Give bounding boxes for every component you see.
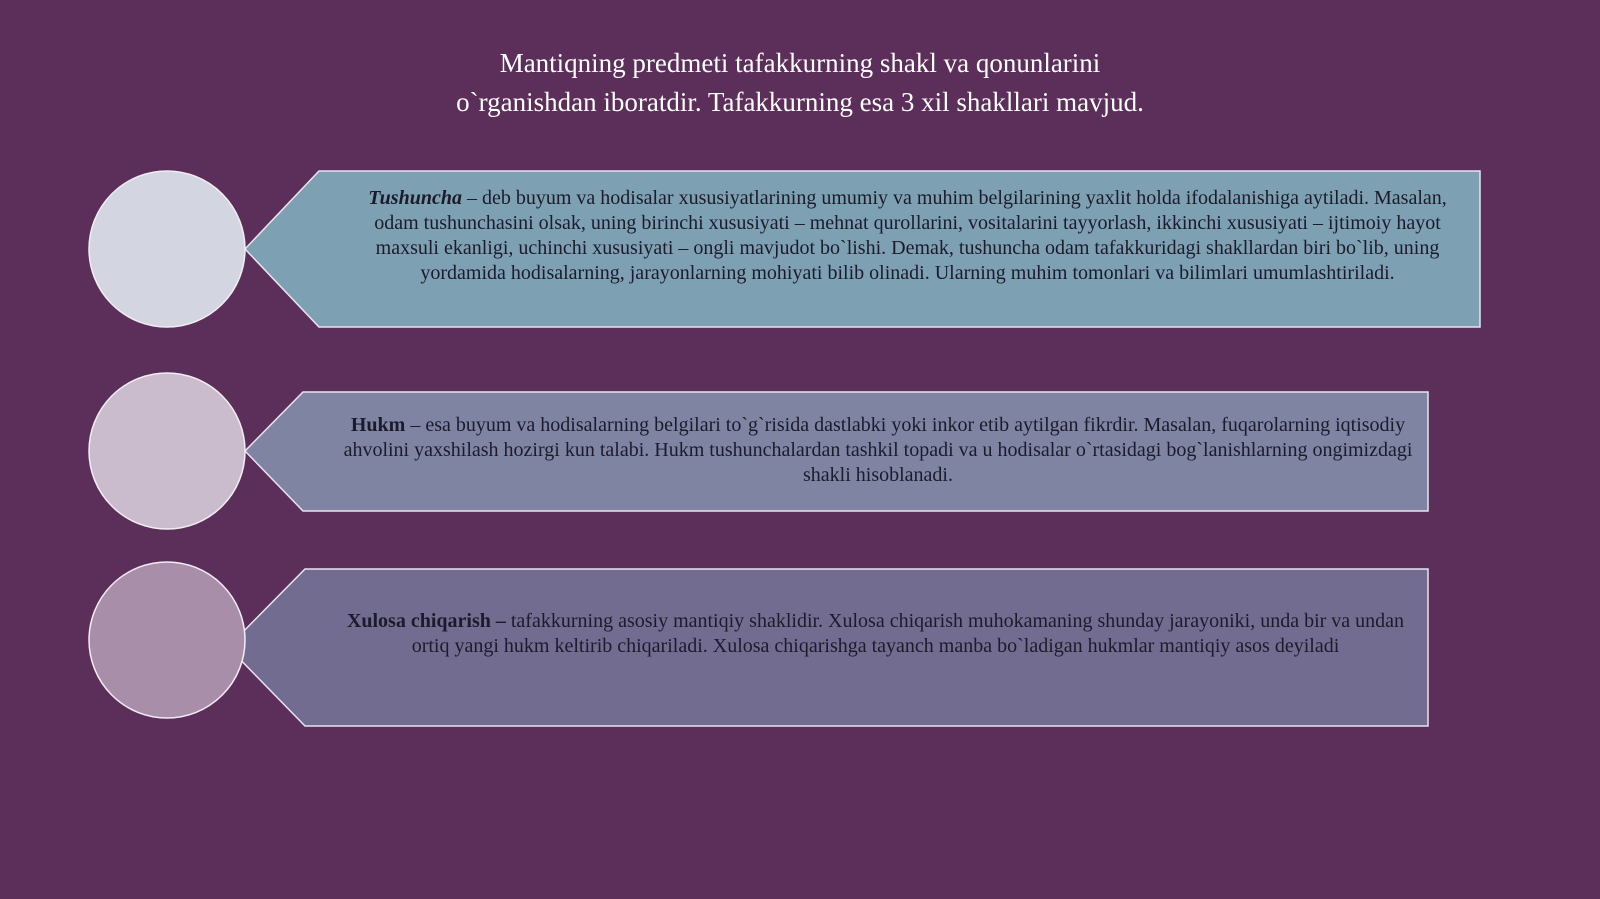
slide-title: Mantiqning predmeti tafakkurning shakl va qonunlarini o`rganishdan iboratdir. Tafakkurning esa 3 xil shakllari mavjud.	[456, 48, 1144, 117]
item-circle-3	[89, 562, 245, 718]
item-text-3	[338, 609, 1413, 659]
item-description-1: – deb buyum va hodisalar xususiyatlarining umumiy va muhim belgilarining yaxlit holda ifodalanishiga aytiladi. Masalan, odam tushunchasini olsak, uning birinchi xususiyati – mehnat qurollarini, vositalarini tayyorlash, ikkinchi xususiyati – ijtimoiy hayot maxsuli ekanligi, uchinchi xususiyati – ongli mavjudot bo`lishi. Demak, tushuncha odam tafakkuridagi shakllardan biri bo`lib, uning yordamida hodisalarning, jarayonlarning mohiyati bilib olinadi. Ularning muhim tomonlari va bilimlari umumlashtiriladi.	[374, 187, 1447, 284]
item-description-3: tafakkurning asosiy mantiqiy shaklidir. Xulosa chiqarish muhokamaning shunday jarayoniki, unda bir va undan ortiq yangi hukm keltirib chiqariladi. Xulosa chiqarishga tayanch manba bo`ladigan hukmlar mantiqiy asos deyiladi	[411, 610, 1405, 657]
item-term-3: Xulosa chiqarish –	[346, 610, 506, 632]
item-circle-1	[89, 171, 245, 327]
item-term-2: Hukm	[350, 414, 406, 436]
item-description-2: – esa buyum va hodisalarning belgilari to`g`risida dastlabki yoki inkor etib aytilgan fikrdir. Masalan, fuqarolarning iqtisodiy ahvolini yaxshilash hozirgi kun talabi. Hukm tushunchalardan tashkil topadi va u hodisalar o`rtasidagi bog`lanishlarning ongimizdagi shakli hisoblanadi.	[343, 414, 1413, 486]
item-term-1: Tushuncha	[368, 187, 462, 209]
item-text-2	[338, 413, 1418, 488]
item-text-1	[345, 186, 1470, 286]
item-circle-2	[89, 373, 245, 529]
